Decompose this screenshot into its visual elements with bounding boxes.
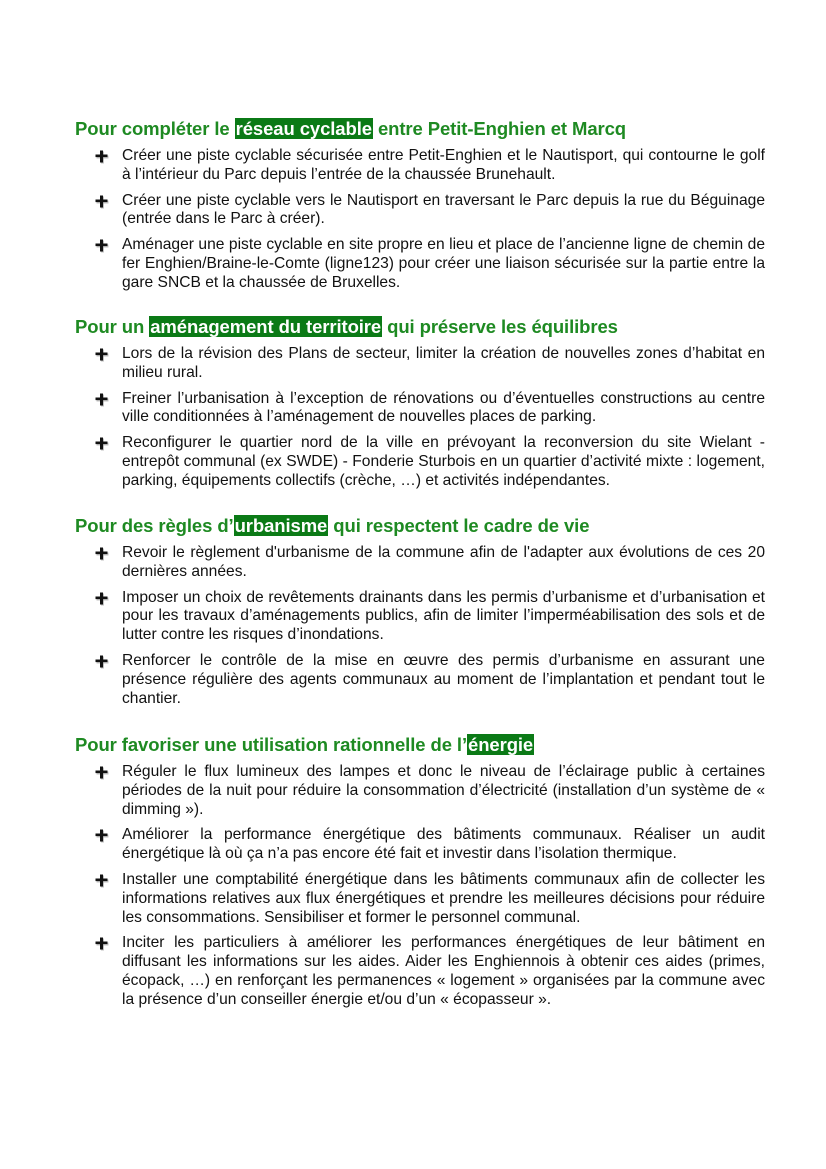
cross-bullet-icon — [95, 874, 109, 888]
list-item — [75, 589, 765, 645]
item-text: Aménager une piste cyclable en site propre en lieu et place de l’ancienne ligne de chemin de fer Enghien/Braine-le-Comte (ligne123) pour créer une liaison sécurisée sur la partie entre la gare SNCB et la chaussée de Bruxelles. — [122, 236, 765, 291]
list-item — [75, 147, 765, 185]
item-text: Réguler le flux lumineux des lampes et donc le niveau de l’éclairage public à certaines périodes de la nuit pour réduire la consommation d’électricité (installation d’un système de « dimming »). — [122, 763, 765, 818]
section-heading — [75, 513, 765, 539]
bullet-list — [75, 345, 765, 491]
heading-text: qui respectent le cadre de vie — [328, 515, 590, 536]
list-item — [75, 236, 765, 292]
cross-bullet-icon — [95, 348, 109, 362]
list-item — [75, 934, 765, 1009]
cross-bullet-icon — [95, 437, 109, 451]
section-heading — [75, 116, 765, 142]
heading-text: Pour des règles d’ — [75, 515, 234, 536]
list-item — [75, 345, 765, 383]
heading-highlight: réseau cyclable — [235, 118, 372, 139]
heading-highlight: énergie — [468, 734, 534, 755]
cross-bullet-icon — [95, 547, 109, 561]
cross-bullet-icon — [95, 766, 109, 780]
item-text: Installer une comptabilité énergétique dans les bâtiments communaux afin de collecter les informations relatives aux flux énergétiques et prendre les meilleures décisions pour réduire les consommations. Sensibiliser et former le personnel communal. — [122, 870, 765, 926]
cross-bullet-icon — [95, 393, 109, 407]
cross-bullet-icon — [95, 150, 109, 164]
item-text: Freiner l’urbanisation à l’exception de rénovations ou d’éventuelles constructions au centre ville conditionnées à l’aménagement de nouvelles places de parking. — [122, 389, 765, 426]
heading-text: entre Petit-Enghien et Marcq — [372, 118, 626, 139]
heading-text: qui préserve les équilibres — [382, 316, 618, 337]
heading-text: Pour un — [75, 316, 150, 337]
bullet-list — [75, 147, 765, 293]
item-text: Créer une piste cyclable vers le Nautisport en traversant le Parc depuis la rue du Béguinage (entrée dans le Parc à créer). — [122, 191, 765, 228]
item-text: Reconfigurer le quartier nord de la ville en prévoyant la reconversion du site Wielant - entrepôt communal (ex SWDE) - Fonderie Sturbois en un quartier d’activité mixte : logement, parking, équipements collectifs (crèche, …) et activités indépendantes. — [122, 434, 765, 489]
item-text: Revoir le règlement d'urbanisme de la commune afin de l'adapter aux évolutions de ces 20 dernières années. — [122, 544, 765, 580]
heading-highlight: urbanisme — [234, 515, 328, 536]
list-item — [75, 390, 765, 428]
bullet-list — [75, 544, 765, 708]
list-item — [75, 871, 765, 927]
cross-bullet-icon — [95, 829, 109, 843]
cross-bullet-icon — [95, 937, 109, 951]
list-item — [75, 434, 765, 490]
section-heading — [75, 732, 765, 758]
list-item — [75, 763, 765, 819]
item-text: Imposer un choix de revêtements drainants dans les permis d’urbanisme et d’urbanisation et pour les travaux d’aménagements publics, afin de limiter l’imperméabilisation des sols et de lutter contre les risques d’inondations. — [122, 588, 765, 644]
list-item — [75, 826, 765, 864]
cross-bullet-icon — [95, 239, 109, 253]
list-item — [75, 544, 765, 582]
item-text: Inciter les particuliers à améliorer les performances énergétiques de leur bâtiment en diffusant les informations sur les aides. Aider les Enghiennois à obtenir ces aides (primes, écopack, …) en renforçant les permanences « logement » organisées par la commune avec la présence d’un conseiller énergie et/ou d’un « écopasseur ». — [122, 934, 765, 1008]
heading-highlight: aménagement du territoire — [150, 316, 382, 337]
cross-bullet-icon — [95, 592, 109, 606]
list-item — [75, 192, 765, 230]
list-item — [75, 652, 765, 708]
section-energie — [75, 732, 765, 1017]
heading-text: Pour favoriser une utilisation rationnelle de l’ — [75, 734, 468, 755]
section-reseau-cyclable — [75, 116, 765, 300]
heading-text: Pour compléter le — [75, 118, 235, 139]
item-text: Lors de la révision des Plans de secteur, limiter la création de nouvelles zones d’habitat en milieu rural. — [122, 345, 765, 381]
cross-bullet-icon — [95, 195, 109, 209]
section-amenagement-territoire — [75, 314, 765, 498]
item-text: Créer une piste cyclable sécurisée entre Petit-Enghien et le Nautisport, qui contourne le golf à l’intérieur du Parc depuis l’entrée de la chaussée Brunehault. — [122, 147, 765, 183]
item-text: Renforcer le contrôle de la mise en œuvre des permis d’urbanisme en assurant une présence régulière des agents communaux au moment de l’implantation et pendant tout le chantier. — [122, 651, 765, 707]
item-text: Améliorer la performance énergétique des bâtiments communaux. Réaliser un audit énergétique là où ça n’a pas encore été fait et investir dans l’isolation thermique. — [122, 826, 765, 863]
section-urbanisme — [75, 513, 765, 715]
section-heading — [75, 314, 765, 340]
bullet-list — [75, 763, 765, 1010]
cross-bullet-icon — [95, 655, 109, 669]
